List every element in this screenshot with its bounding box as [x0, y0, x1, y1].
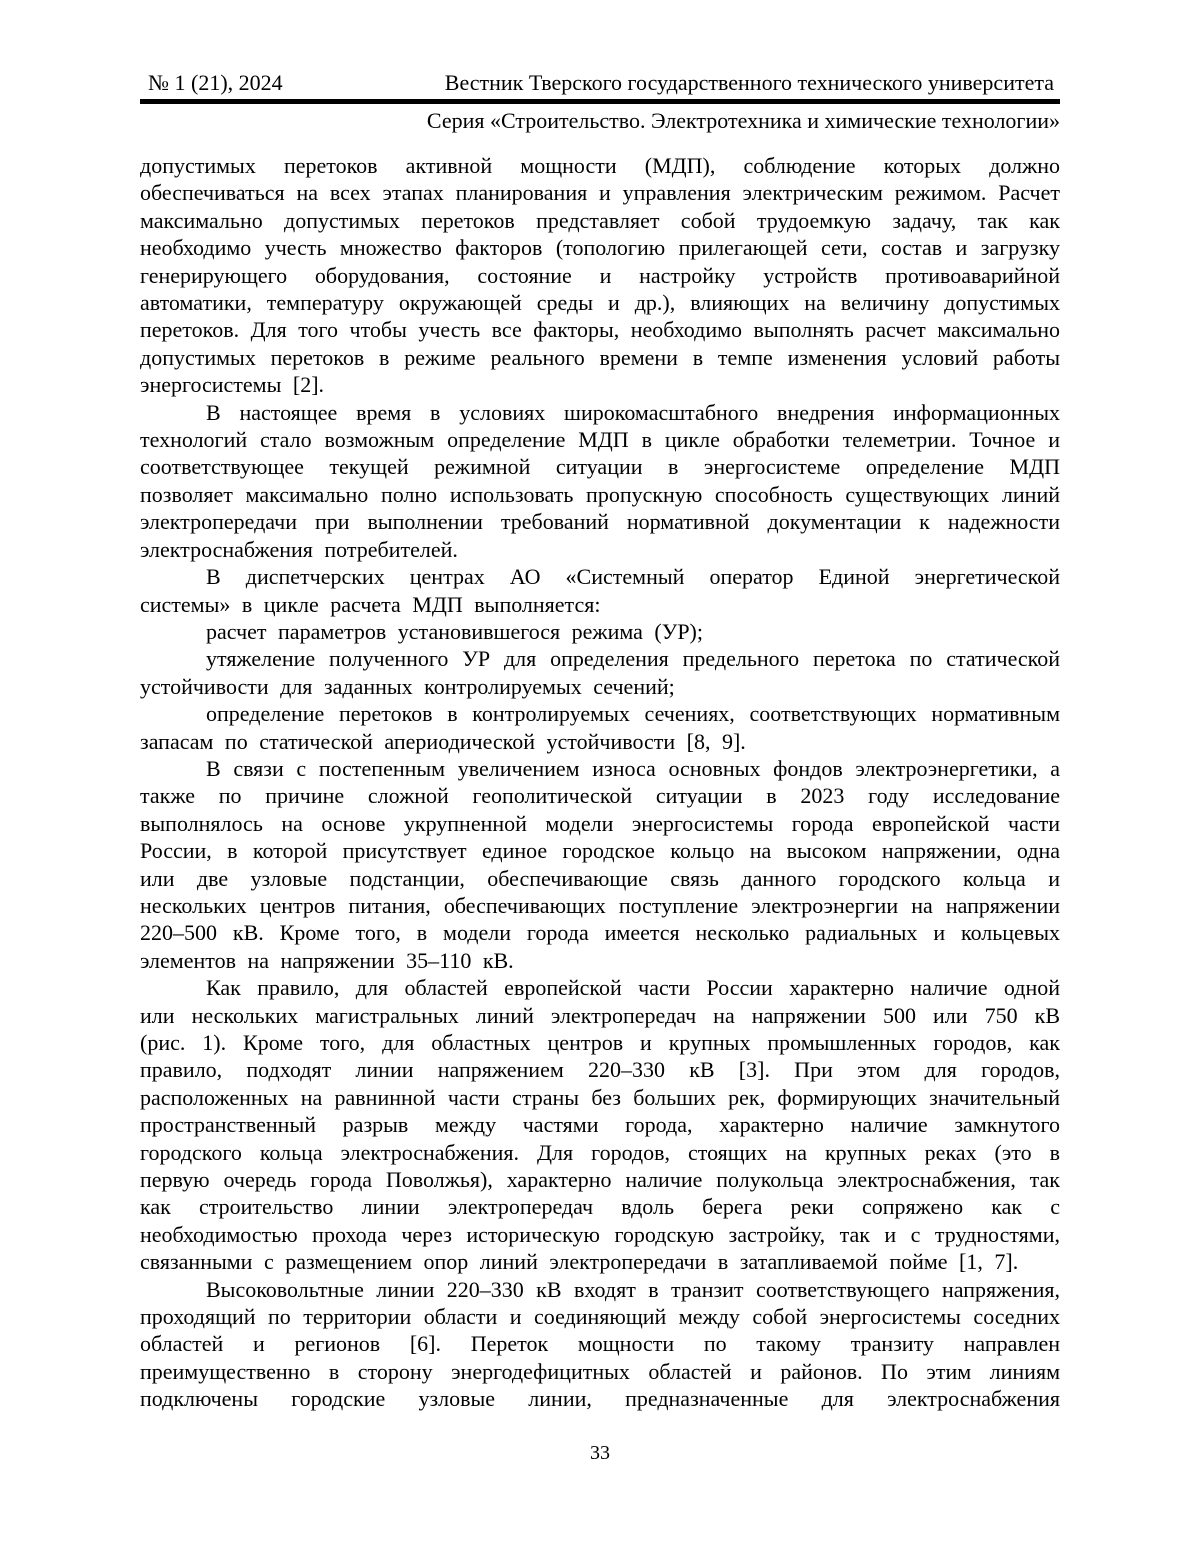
paragraph-2: В настоящее время в условиях широкомасштабного внедрения информационных технологий стало возможным определение МДП в цикле обработки телеметрии. Точное и соответствующее текущей режимной ситуации в энергосистеме определение МДП позволяет максимально полно использовать пропускную способность существующих линий электропередачи при выполнении требований нормативной документации к надежности электроснабжения потребителей.	[140, 399, 1060, 562]
paragraph-6: Высоковольтные линии 220–330 кВ входят в транзит соответствующего напряжения, проходящий по территории области и соединяющий между собой энергосистемы соседних областей и регионов [6]. Переток мощности по такому транзиту направлен преимущественно в сторону энергодефицитных областей и районов. По этим линиям подключены городские узловые линии, предназначенные для электроснабжения	[140, 1276, 1060, 1412]
list-item-2: утяжеление полученного УР для определения предельного перетока по статической устойчивости для заданных контролируемых сечений;	[140, 646, 1060, 699]
journal-header	[140, 70, 1060, 134]
paragraph-5: Как правило, для областей европейской части России характерно наличие одной или нескольких магистральных линий электропередач на напряжении 500 или 750 кВ (рис. 1). Кроме того, для областных центров и крупных промышленных городов, как правило, подходят линии напряжением 220–330 кВ [3]. При этом для городов, расположенных на равнинной части страны без больших рек, формирующих значительный пространственный разрыв между частями города, характерно наличие замкнутого городского кольца электроснабжения. Для городов, стоящих на крупных реках (это в первую очередь города Поволжья), характерно наличие полукольца электроснабжения, так как строительство линии электропередач вдоль берега реки сопряжено как с необходимостью прохода через историческую городскую застройку, так и с трудностями, связанными с размещением опор линий электропередачи в затапливаемой пойме [1, 7].	[140, 975, 1060, 1275]
header-divider	[140, 99, 1060, 104]
series-title: Серия «Строительство. Электротехника и химические технологии»	[426, 108, 1060, 133]
paragraph-3: В диспетчерских центрах АО «Системный оператор Единой энергетической системы» в цикле расчета МДП выполняется:	[140, 564, 1060, 617]
paragraph-1: допустимых перетоков активной мощности (МДП), соблюдение которых должно обеспечиваться на всех этапах планирования и управления электрическим режимом. Расчет максимально допустимых перетоков представляет собой трудоемкую задачу, так как необходимо учесть множество факторов (топологию прилегающей сети, состав и загрузку генерирующего оборудования, состояние и настройку устройств противоаварийной автоматики, температуру окружающей среды и др.), влияющих на величину допустимых перетоков. Для того чтобы учесть все факторы, необходимо выполнять расчет максимально допустимых перетоков в режиме реального времени в темпе изменения условий работы энергосистемы [2].	[140, 153, 1060, 398]
page-number: 33	[590, 1442, 610, 1464]
list-item-3: определение перетоков в контролируемых сечениях, соответствующих нормативным запасам по статической апериодической устойчивости [8, 9].	[140, 701, 1060, 754]
paragraph-4: В связи с постепенным увеличением износа основных фондов электроэнергетики, а также по причине сложной геополитической ситуации в 2023 году исследование выполнялось на основе укрупненной модели энергосистемы города европейской части России, в которой присутствует единое городское кольцо на высоком напряжении, одна или две узловые подстанции, обеспечивающие связь данного городского кольца и нескольких центров питания, обеспечивающих поступление электроэнергии на напряжении 220–500 кВ. Кроме того, в модели города имеется несколько радиальных и кольцевых элементов на напряжении 35–110 кВ.	[140, 755, 1060, 973]
list-item-1: расчет параметров установившегося режима (УР);	[206, 618, 703, 644]
article-body	[140, 152, 1060, 1413]
header-top-row	[140, 70, 1060, 96]
journal-title: Вестник Тверского государственного технического университета	[444, 70, 1054, 95]
issue-number: № 1 (21), 2024	[148, 70, 283, 95]
